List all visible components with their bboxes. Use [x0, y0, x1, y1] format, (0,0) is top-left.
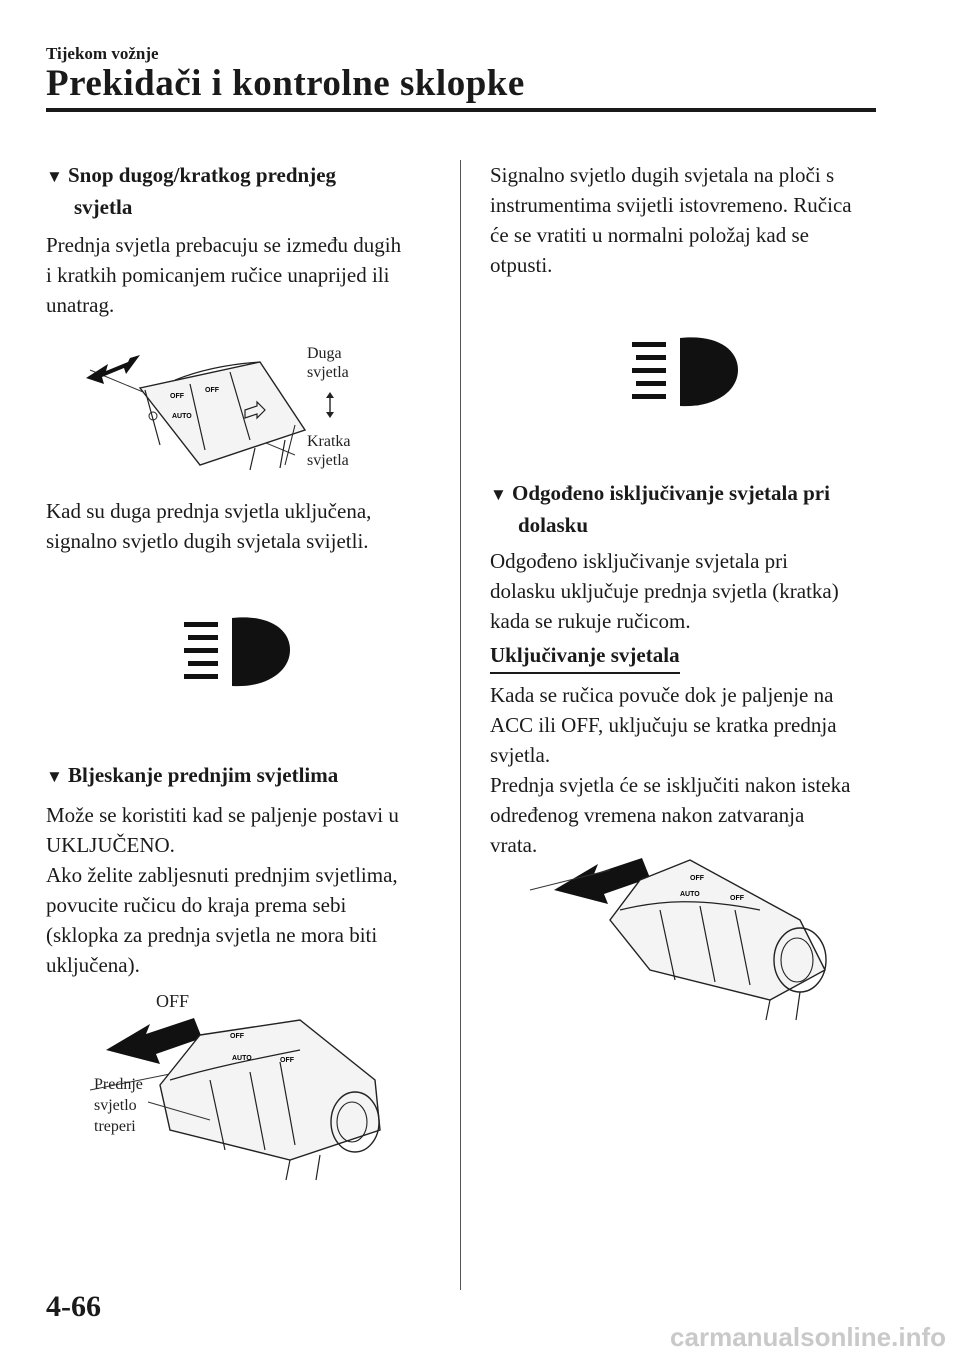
section-label: Tijekom vožnje	[46, 44, 159, 63]
svg-text:OFF: OFF	[170, 393, 184, 400]
lever-coming-home-illustration	[530, 840, 840, 1020]
high-beam-indicator-icon	[182, 616, 294, 688]
high-beam-on-paragraph: Kad su duga prednja svjetla uključena, signalno svjetlo dugih svjetala svijetli.	[46, 499, 372, 553]
section-heading-flashing: ▼ Bljeskanje prednjim svjetlima	[46, 760, 446, 792]
callout-flashing: Prednje svjetlo treperi	[94, 1076, 143, 1135]
section-heading-coming-home: ▼ Odgođeno isključivanje svjetala pri dolasku	[490, 481, 830, 537]
high-low-beam-paragraph: Prednja svjetla prebacuju se između dugih i kratkih pomicanjem ručice unaprijed ili unatrag.	[46, 233, 402, 317]
flashing-paragraph: Može se koristiti kad se paljenje postavi u UKLJUČENO. Ako želite zabljesnuti prednjim svjetlima, povucite ručicu do kraja prema sebi (sklopka za prednja svjetla ne mora biti uključena).	[46, 803, 399, 977]
svg-text:AUTO: AUTO	[680, 891, 700, 898]
svg-text:OFF: OFF	[280, 1057, 294, 1064]
callout-low-beam: Kratka svjetla	[307, 433, 351, 469]
svg-text:OFF: OFF	[690, 875, 704, 882]
callout-off: OFF	[156, 991, 190, 1011]
svg-text:OFF: OFF	[230, 1033, 244, 1040]
svg-text:AUTO: AUTO	[172, 413, 192, 420]
svg-text:AUTO: AUTO	[232, 1055, 252, 1062]
page-number: 4-66	[46, 1290, 101, 1323]
high-beam-indicator-icon	[630, 336, 742, 408]
column-divider	[460, 160, 461, 1290]
coming-home-paragraph: Odgođeno isključivanje svjetala pri dolasku uključuje prednja svjetla (kratka) kada se rukuje ručicom.	[490, 549, 839, 633]
section-heading-high-low-beam: ▼ Snop dugog/kratkog prednjeg svjetla	[46, 163, 337, 219]
svg-text:OFF: OFF	[730, 895, 744, 902]
subheading-turn-on: Uključivanje svjetala	[490, 640, 680, 674]
title-rule	[46, 108, 876, 112]
callout-high-beam: Duga svjetla	[307, 345, 349, 381]
triangle-icon: ▼	[490, 485, 507, 504]
indicator-paragraph: Signalno svjetlo dugih svjetala na ploči s instrumentima svijetli istovremeno. Ručica će se vratiti u normalni položaj kad se otpusti.	[490, 163, 852, 277]
triangle-icon: ▼	[46, 767, 63, 786]
triangle-icon: ▼	[46, 167, 63, 186]
page-title: Prekidači i kontrolne sklopke	[46, 63, 525, 104]
watermark: carmanualsonline.info	[670, 1322, 946, 1352]
turn-on-paragraph: Kada se ručica povuče dok je paljenje na ACC ili OFF, uključuju se kratka prednja svjetla. Prednja svjetla će se isključiti nakon isteka određenog vremena nakon zatvaranja vrata.	[490, 683, 851, 857]
svg-text:OFF: OFF	[205, 387, 219, 394]
